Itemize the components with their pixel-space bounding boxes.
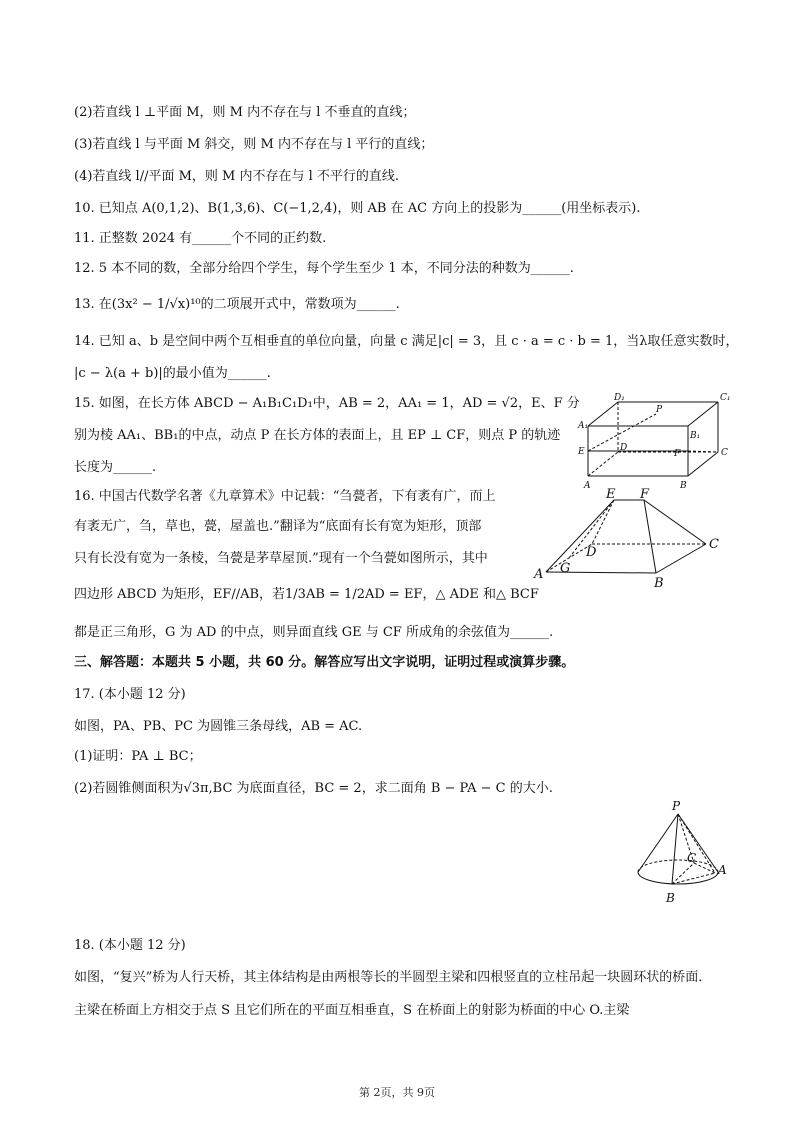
text-line: (4)若直线 l//平面 M，则 M 内不存在与 l 不平行的直线. <box>74 169 400 184</box>
label-E: E <box>606 487 616 502</box>
label-P: P <box>656 405 663 415</box>
question-15-line2: 别为棱 AA₁、BB₁的中点，动点 P 在长方体的表面上，且 EP ⊥ CF，则点 P 的轨迹 <box>74 428 561 443</box>
label-C: C <box>687 851 697 865</box>
label-D1: D₁ <box>614 393 625 403</box>
question-18-heading: 18. (本小题 12 分) <box>74 938 186 953</box>
cuboid-figure <box>580 392 730 492</box>
label-C: C <box>721 448 728 458</box>
label-D: D <box>620 443 628 453</box>
label-G: G <box>560 561 571 576</box>
question-12: 12. 5 本不同的数，全部分给四个学生，每个学生至少 1 本，不同分法的种数为______. <box>74 261 574 276</box>
label-B: B <box>654 576 664 591</box>
question-17-part1: (1)证明：PA ⊥ BC； <box>74 749 202 764</box>
label-P: P <box>672 799 681 813</box>
question-16-line1: 16. 中国古代数学名著《九章算术》中记载：“刍甍者，下有袤有广，而上 <box>74 489 496 504</box>
page-footer: 第 2页，共 9页 <box>359 1086 435 1099</box>
label-F: F <box>674 449 681 459</box>
question-16-line5: 都是正三角形，G 为 AD 的中点，则异面直线 GE 与 CF 所成角的余弦值为______. <box>74 625 554 640</box>
section-3-heading: 三、解答题：本题共 5 小题，共 60 分。解答应写出文字说明，证明过程或演算步骤。 <box>74 655 575 670</box>
cone-figure <box>632 798 732 908</box>
question-17-heading: 17. (本小题 12 分) <box>74 687 186 702</box>
question-13: 13. 在(3x² − 1/√x)¹⁰的二项展开式中，常数项为______. <box>74 297 400 312</box>
chumeng-figure <box>534 486 734 591</box>
label-A: A <box>718 863 727 877</box>
label-F: F <box>640 487 650 502</box>
label-E: E <box>578 447 585 457</box>
question-11: 11. 正整数 2024 有______个不同的正约数. <box>74 231 327 246</box>
question-10: 10. 已知点 A(0,1,2)、B(1,3,6)、C(−1,2,4)，则 AB 在 AC 方向上的投影为______(用坐标表示). <box>74 201 641 216</box>
label-B: B <box>680 481 687 491</box>
text-line: (2)若直线 l ⊥平面 M，则 M 内不存在与 l 不垂直的直线； <box>74 105 416 120</box>
label-D: D <box>586 545 597 560</box>
question-17-stem: 如图，PA、PB、PC 为圆锥三条母线，AB = AC. <box>74 719 363 734</box>
question-16-line4: 四边形 ABCD 为矩形，EF//AB，若1/3AB = 1/2AD = EF，△ ADE 和△ BCF <box>74 587 539 602</box>
label-A1: A₁ <box>578 421 589 431</box>
question-16-line2: 有袤无广，刍，草也，甍，屋盖也.”翻译为“底面有长有宽为矩形，顶部 <box>74 519 482 534</box>
label-B: B <box>666 891 675 905</box>
text-line: (3)若直线 l 与平面 M 斜交，则 M 内不存在与 l 平行的直线； <box>74 137 434 152</box>
label-B1: B₁ <box>690 431 701 441</box>
question-15-line1: 15. 如图，在长方体 ABCD − A₁B₁C₁D₁中，AB = 2，AA₁ = 1，AD = √2，E、F 分 <box>74 396 580 411</box>
label-C1: C₁ <box>720 393 731 403</box>
question-18-paragraph: 如图，“复兴”桥为人行天桥，其主体结构是由两根等长的半圆型主梁和四根竖直的立柱吊起一块圆环状的桥面．主梁在桥面上方相交于点 S 且它们所在的平面互相垂直，S 在桥面上的射影为桥面的中心 O.主梁 <box>74 970 712 1018</box>
label-C: C <box>709 537 719 552</box>
question-17-part2: (2)若圆锥侧面积为√3π,BC 为底面直径，BC = 2，求二面角 B − PA − C 的大小. <box>74 781 553 796</box>
question-14-line1: 14. 已知 a、b 是空间中两个互相垂直的单位向量，向量 c 满足|c| = 3，且 c · a = c · b = 1，当λ取任意实数时， <box>74 334 739 349</box>
question-15-line3: 长度为______. <box>74 460 157 475</box>
label-A: A <box>584 481 591 491</box>
question-14-line2: |c − λ(a + b)|的最小值为______. <box>74 366 271 381</box>
question-16-line3: 只有长没有宽为一条棱，刍甍是茅草屋顶.”现有一个刍甍如图所示，其中 <box>74 551 488 566</box>
label-A: A <box>534 567 544 582</box>
